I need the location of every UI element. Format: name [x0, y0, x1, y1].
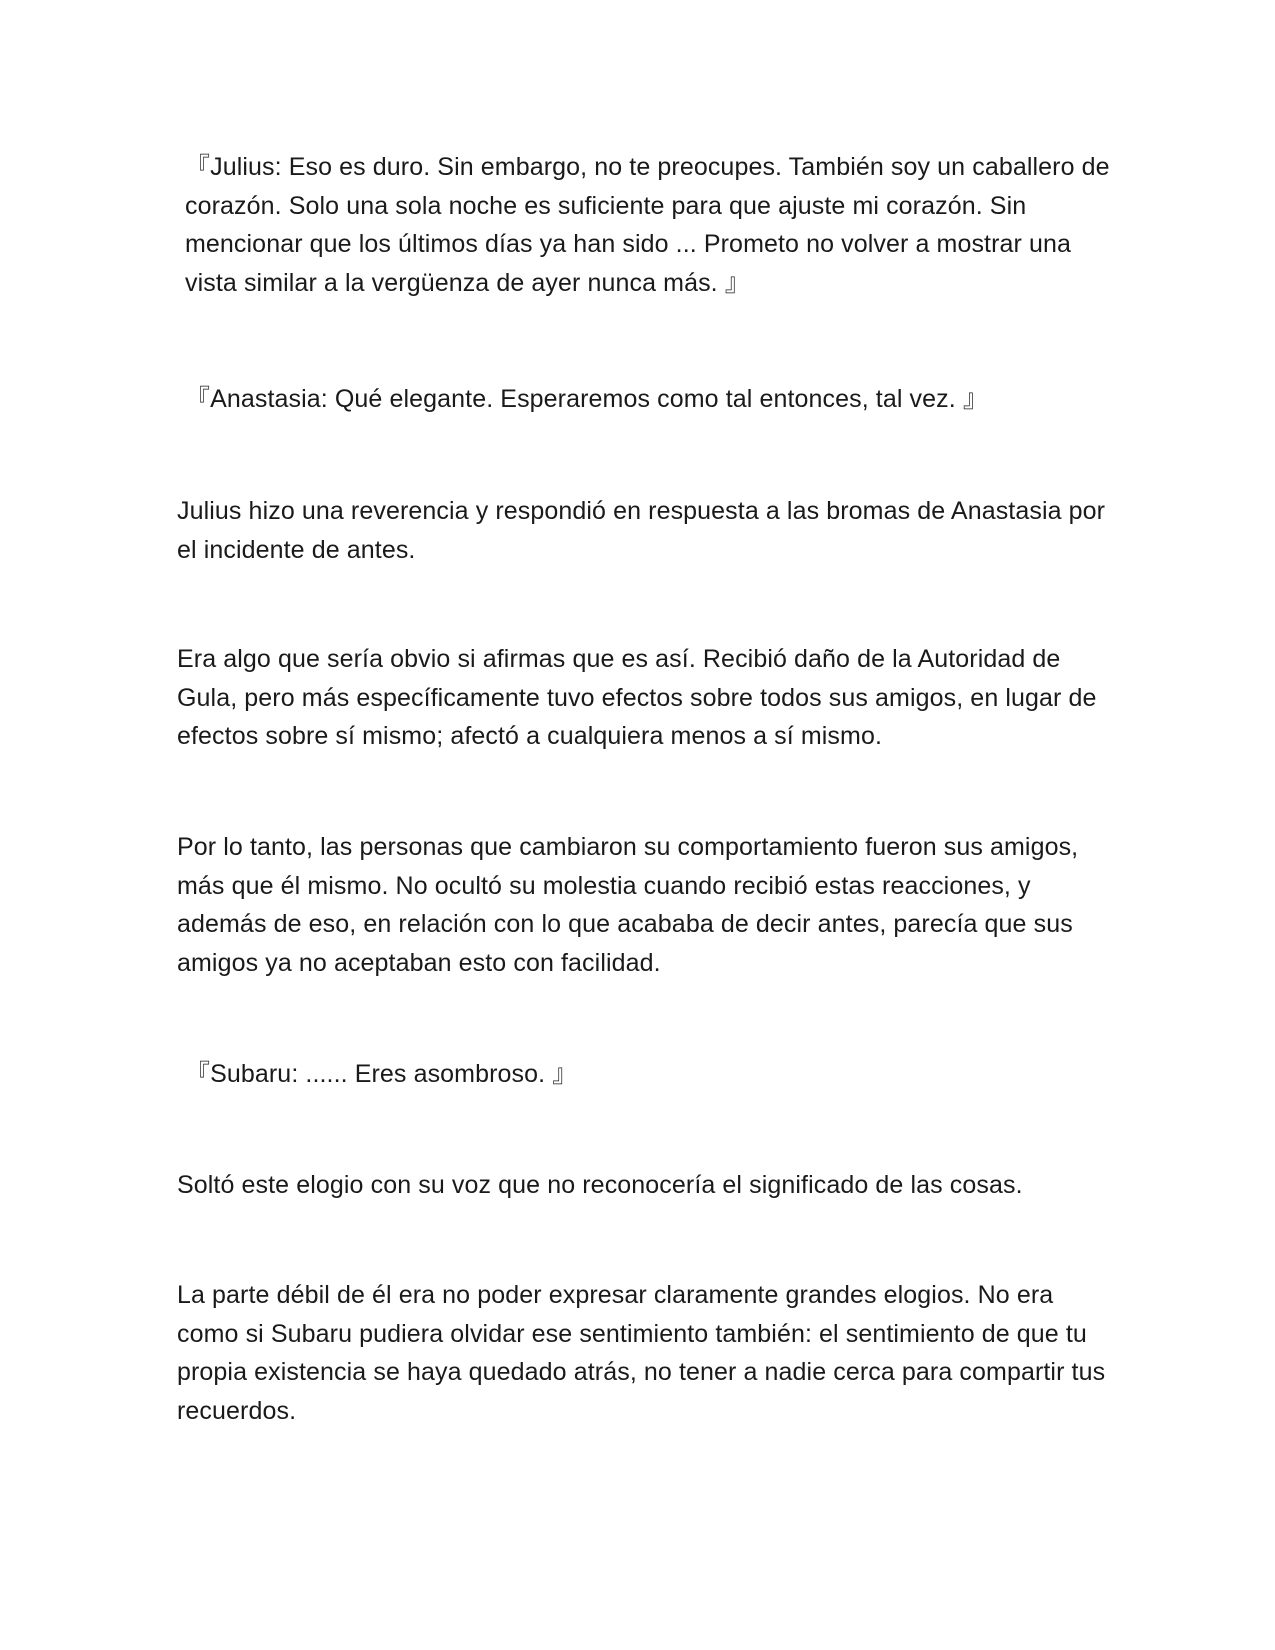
- narration-paragraph: La parte débil de él era no poder expresar claramente grandes elogios. No era como si Subaru pudiera olvidar ese sentimiento también: el sentimiento de que tu propia existencia se haya quedado atrás, no tener a nadie cerca para compartir tus recuerdos.: [177, 1281, 1106, 1425]
- narration-paragraph: Por lo tanto, las personas que cambiaron su comportamiento fueron sus amigos, más que él mismo. No ocultó su molestia cuando recibió estas reacciones, y además de eso, en relación con lo que acababa de decir antes, parecía que sus amigos ya no aceptaban esto con facilidad.: [177, 833, 1079, 977]
- dialogue-subaru: 『Subaru: ...... Eres asombroso. 』: [185, 1060, 578, 1088]
- narration-paragraph: Era algo que sería obvio si afirmas que es así. Recibió daño de la Autoridad de Gula, pero más específicamente tuvo efectos sobre todos sus amigos, en lugar de efectos sobre sí mismo; afectó a cualquiera menos a sí mismo.: [177, 645, 1097, 750]
- narration-paragraph: Julius hizo una reverencia y respondió en respuesta a las bromas de Anastasia por el incidente de antes.: [177, 497, 1106, 564]
- dialogue-anastasia: 『Anastasia: Qué elegante. Esperaremos como tal entonces, tal vez. 』: [185, 385, 988, 413]
- dialogue-julius: 『Julius: Eso es duro. Sin embargo, no te preocupes. También soy un caballero de corazón. Solo una sola noche es suficiente para que ajuste mi corazón. Sin mencionar que los últimos días ya han sido ... Prometo no volver a mostrar una vista similar a la vergüenza de ayer nunca más. 』: [185, 153, 1110, 297]
- narration-paragraph: Soltó este elogio con su voz que no reconocería el significado de las cosas.: [177, 1171, 1023, 1199]
